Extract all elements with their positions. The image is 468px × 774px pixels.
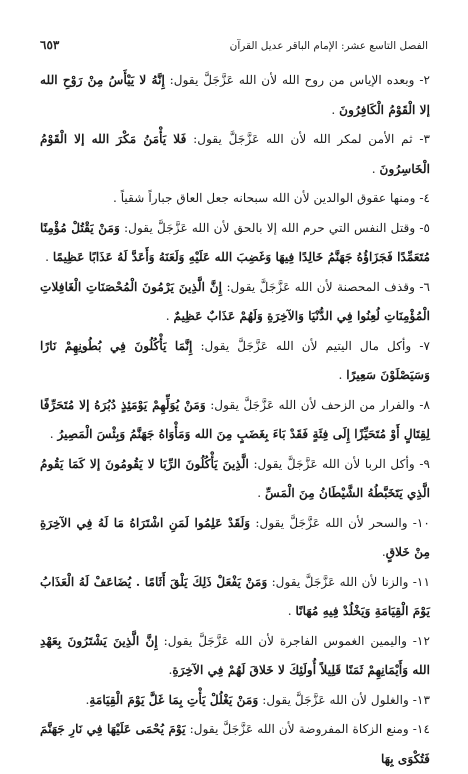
quran-quote: إِنَّ الَّذِينَ يَرْمُونَ الْمُحْصَنَاتِ الْغَافِلاتِ الْمُؤْمِنَاتِ لُعِنُوا فِي الدُّنْيَا وَالآخِرَةِ وَلَهُمْ عَذَابٌ عَظِيمٌ bbox=[40, 279, 430, 323]
quran-quote: إِنَّ الَّذِينَ يَشْتَرُونَ بِعَهْدِ الله وَأَيْمَانِهِمْ ثَمَنًا قَلِيلاً أُولَئِكَ لا خَلاقَ لَهُمْ فِي الآخِرَةِ bbox=[40, 633, 430, 677]
running-title: الفصل التاسع عشر: الإمام الباقر عديل القرآن bbox=[229, 40, 428, 52]
list-item: ٤- ومنها عقوق الوالدين لأن الله سبحانه جعل العاق جباراً شقياً . bbox=[112, 191, 430, 205]
quran-quote: إِنَّمَا يَأْكُلُونَ فِي بُطُونِهِمْ نَارًا وَسَيَصْلَوْنَ سَعِيرًا bbox=[40, 338, 430, 382]
quran-quote: يَوْمَ يُحْمَى عَلَيْهَا فِي نَارِ جَهَنَّمَ فَتُكْوَى بِهَا bbox=[40, 722, 430, 766]
list-item: ٦- وقذف المحصنة لأن الله عَزَّجَلَّ يقول: إِنَّ الَّذِينَ يَرْمُونَ الْمُحْصَنَاتِ الْغَافِلاتِ الْمُؤْمِنَاتِ لُعِنُوا فِي الدُّنْيَا وَالآخِرَةِ وَلَهُمْ عَذَابٌ عَظِيمٌ . bbox=[40, 279, 431, 323]
list-item: ٥- وقتل النفس التي حرم الله إلا بالحق لأن الله عَزَّجَلَّ يقول: وَمَنْ يَقْتُلْ مُؤْمِنًا مُتَعَمِّدًا فَجَزَاؤُهُ جَهَنَّمُ خَالِدًا فِيهَا وَغَضِبَ الله عَلَيْهِ وَلَعَنَهُ وَأَعَدَّ لَهُ عَذَابًا عَظِيمًا . bbox=[40, 220, 431, 264]
list-item: ٨- والفرار من الزحف لأن الله عَزَّجَلَّ يقول: وَمَنْ يُوَلِّهِمْ يَوْمَئِذٍ دُبُرَهُ إلا مُتَحَرِّفًا لِقِتَالٍ أَوْ مُتَحَيِّزًا إِلَى فِئَةٍ فَقَدْ بَاءَ بِغَضَبٍ مِنَ الله وَمَأْوَاهُ جَهَنَّمُ وَبِئْسَ الْمَصِيرُ . bbox=[40, 397, 431, 441]
list-item: ٧- وأكل مال اليتيم لأن الله عَزَّجَلَّ يقول: إِنَّمَا يَأْكُلُونَ فِي بُطُونِهِمْ نَارًا وَسَيَصْلَوْنَ سَعِيرًا . bbox=[40, 338, 430, 382]
list-item: ١١- والزنا لأن الله عَزَّجَلَّ يقول: وَمَنْ يَفْعَلْ ذَلِكَ يَلْقَ أَثَامًا . يُضَاعَفْ لَهُ الْعَذَابُ يَوْمَ الْقِيَامَةِ وَيَخْلُدْ فِيهِ مُهَانًا . bbox=[40, 574, 430, 618]
quran-quote: وَمَنْ يَفْعَلْ ذَلِكَ يَلْقَ أَثَامًا . يُضَاعَفْ لَهُ الْعَذَابُ يَوْمَ الْقِيَامَةِ وَيَخْلُدْ فِيهِ مُهَانًا bbox=[40, 574, 430, 618]
list-item: ١٢- واليمين الغموس الفاجرة لأن الله عَزَّجَلَّ يقول: إِنَّ الَّذِينَ يَشْتَرُونَ بِعَهْدِ الله وَأَيْمَانِهِمْ ثَمَنًا قَلِيلاً أُولَئِكَ لا خَلاقَ لَهُمْ فِي الآخِرَةِ. bbox=[40, 633, 430, 677]
page-header bbox=[40, 38, 428, 52]
page-number: ٦٥٣ bbox=[40, 38, 60, 52]
quran-quote: الَّذِينَ يَأْكُلُونَ الرِّبَا لا يَقُومُونَ إلا كَمَا يَقُومُ الَّذِي يَتَخَبَّطُهُ الشَّيْطَانُ مِنَ الْمَسِّ bbox=[40, 456, 430, 500]
quran-quote: وَلَقَدْ عَلِمُوا لَمَنِ اشْتَرَاهُ مَا لَهُ فِي الآخِرَةِ مِنْ خَلاقٍ bbox=[40, 515, 430, 559]
list-item: ١٣- والغلول لأن الله عَزَّجَلَّ يقول: وَمَنْ يَغْلُلْ يَأْتِ بِمَا غَلَّ يَوْمَ الْقِيَامَةِ. bbox=[85, 692, 430, 707]
quran-quote: وَمَنْ يَغْلُلْ يَأْتِ بِمَا غَلَّ يَوْمَ الْقِيَامَةِ bbox=[89, 692, 259, 707]
list-item: ٣- ثم الأمن لمكر الله لأن الله عَزَّجَلَّ يقول: فَلا يَأْمَنُ مَكْرَ الله إلا الْقَوْمُ الْخَاسِرُونَ . bbox=[40, 132, 430, 176]
list-item: ٩- وأكل الربا لأن الله عَزَّجَلَّ يقول: الَّذِينَ يَأْكُلُونَ الرِّبَا لا يَقُومُونَ إلا كَمَا يَقُومُ الَّذِي يَتَخَبَّطُهُ الشَّيْطَانُ مِنَ الْمَسِّ . bbox=[40, 456, 430, 500]
document-body bbox=[40, 66, 430, 774]
quran-quote: وَمَنْ يُوَلِّهِمْ يَوْمَئِذٍ دُبُرَهُ إلا مُتَحَرِّفًا لِقِتَالٍ أَوْ مُتَحَيِّزًا إِلَى فِئَةٍ فَقَدْ بَاءَ بِغَضَبٍ مِنَ الله وَمَأْوَاهُ جَهَنَّمُ وَبِئْسَ الْمَصِيرُ bbox=[40, 397, 430, 441]
list-item: ١٤- ومنع الزكاة المفروضة لأن الله عَزَّجَلَّ يقول: يَوْمَ يُحْمَى عَلَيْهَا فِي نَارِ جَهَنَّمَ فَتُكْوَى بِهَا bbox=[40, 722, 430, 766]
quran-quote: فَلا يَأْمَنُ مَكْرَ الله إلا الْقَوْمُ الْخَاسِرُونَ bbox=[40, 132, 430, 176]
quran-quote: إِنَّهُ لا يَيْأَسُ مِنْ رَوْحِ الله إلا الْقَوْمُ الْكَافِرُونَ bbox=[40, 73, 430, 117]
list-item: ٢- وبعده الإياس من روح الله لأن الله عَزَّجَلَّ يقول: إِنَّهُ لا يَيْأَسُ مِنْ رَوْحِ الله إلا الْقَوْمُ الْكَافِرُونَ . bbox=[40, 73, 430, 117]
list-item: ١٠- والسحر لأن الله عَزَّجَلَّ يقول: وَلَقَدْ عَلِمُوا لَمَنِ اشْتَرَاهُ مَا لَهُ فِي الآخِرَةِ مِنْ خَلاقٍ. bbox=[40, 515, 430, 559]
quran-quote: وَمَنْ يَقْتُلْ مُؤْمِنًا مُتَعَمِّدًا فَجَزَاؤُهُ جَهَنَّمُ خَالِدًا فِيهَا وَغَضِبَ الله عَلَيْهِ وَلَعَنَهُ وَأَعَدَّ لَهُ عَذَابًا عَظِيمًا bbox=[40, 220, 430, 264]
